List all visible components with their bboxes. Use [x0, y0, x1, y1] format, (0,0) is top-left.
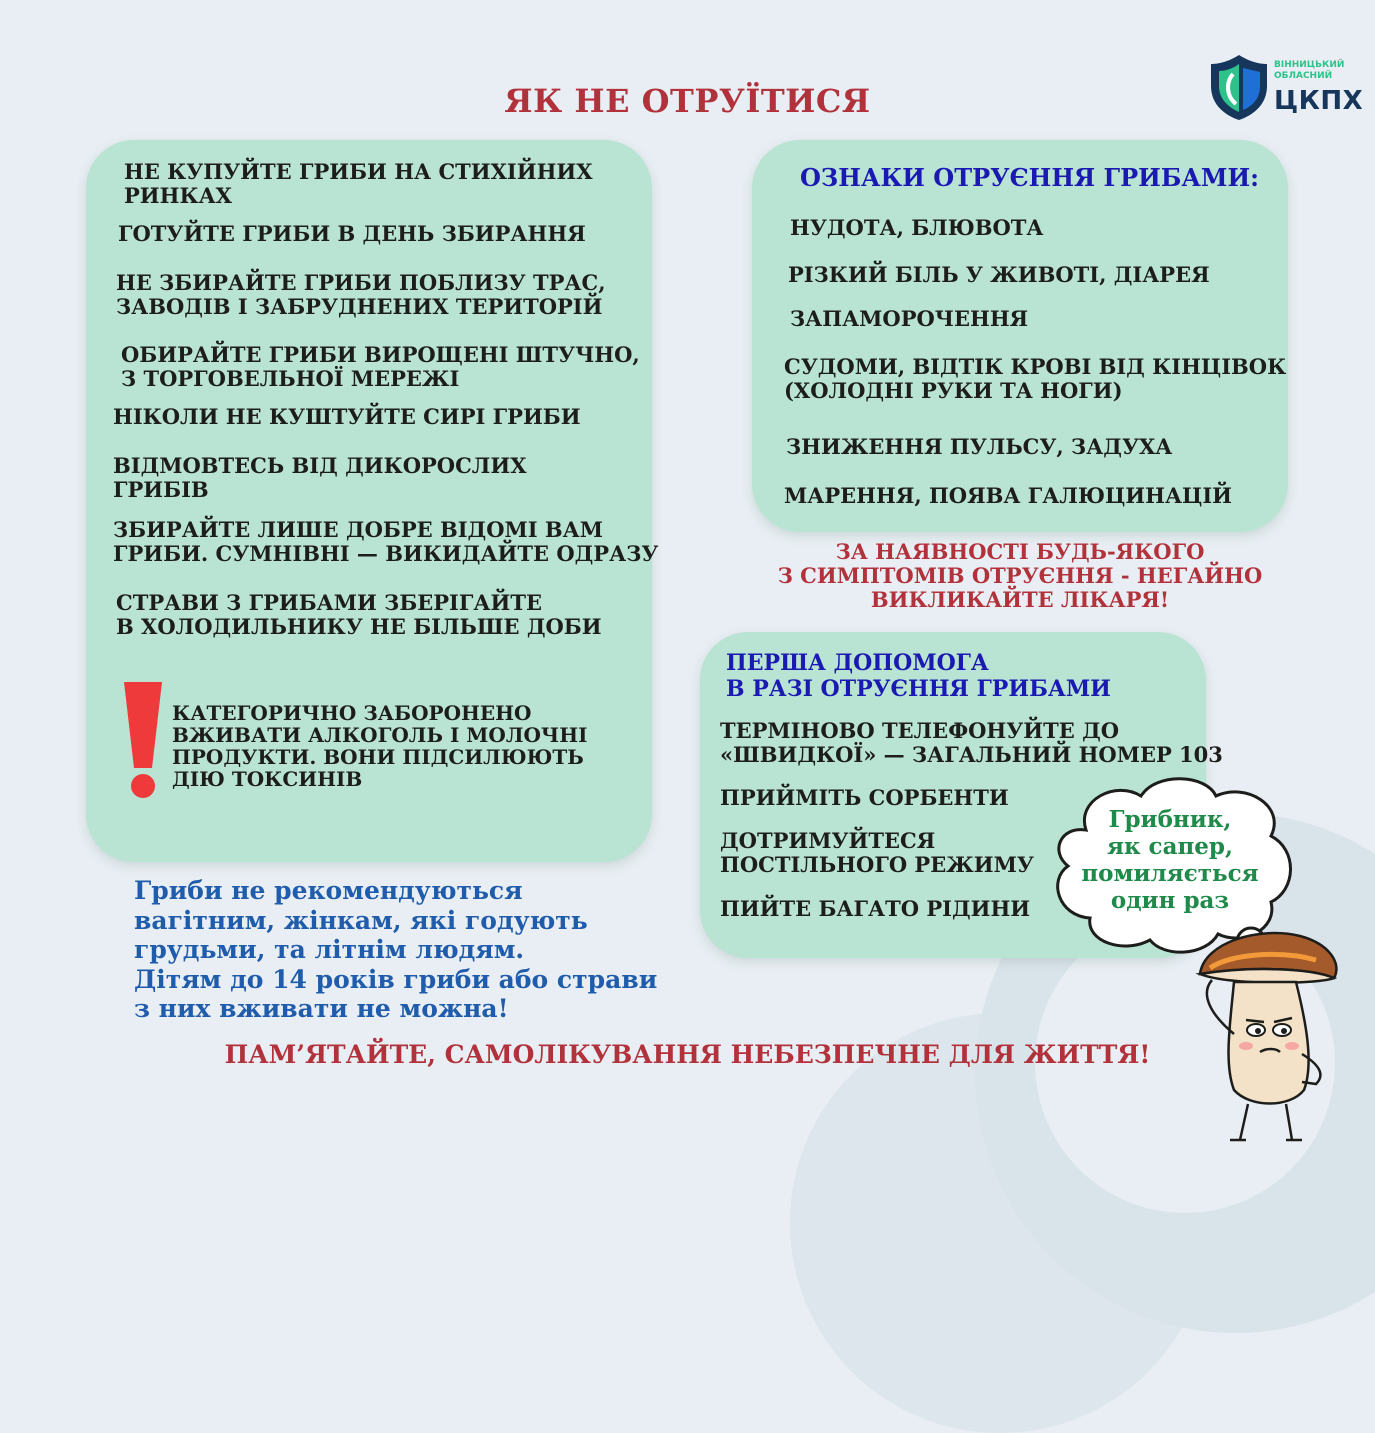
- shield-logo-icon: [1208, 52, 1270, 122]
- logo-line-2: ОБЛАСНИЙ: [1274, 71, 1333, 81]
- list-item: НЕ ЗБИРАЙТЕ ГРИБИ ПОБЛИЗУ ТРАС, ЗАВОДІВ І ЗАБРУДНЕНИХ ТЕРИТОРІЙ: [116, 270, 606, 319]
- symptom-item: ЗНИЖЕННЯ ПУЛЬСУ, ЗАДУХА: [786, 434, 1173, 459]
- first-aid-item: ДОТРИМУЙТЕСЯ ПОСТІЛЬНОГО РЕЖИМУ: [720, 828, 1034, 877]
- symptom-item: МАРЕННЯ, ПОЯВА ГАЛЮЦИНАЦІЙ: [784, 483, 1233, 508]
- list-item: ЗБИРАЙТЕ ЛИШЕ ДОБРЕ ВІДОМІ ВАМ ГРИБИ. СУМНІВНІ — ВИКИДАЙТЕ ОДРАЗУ: [113, 517, 659, 566]
- list-item: СТРАВИ З ГРИБАМИ ЗБЕРІГАЙТЕ В ХОЛОДИЛЬНИКУ НЕ БІЛЬШЕ ДОБИ: [116, 590, 602, 639]
- list-item: ОБИРАЙТЕ ГРИБИ ВИРОЩЕНІ ШТУЧНО, З ТОРГОВЕЛЬНОЇ МЕРЕЖІ: [121, 342, 640, 391]
- risk-groups-note: Гриби не рекомендуються вагітним, жінкам, які годують грудьми, та літнім людям. Дітям до 14 років гриби або страви з них вживати не можна!: [134, 876, 658, 1023]
- footer-warning: ПАМ’ЯТАЙТЕ, САМОЛІКУВАННЯ НЕБЕЗПЕЧНЕ ДЛЯ ЖИТТЯ!: [224, 1040, 1151, 1069]
- mushroom-mascot-icon: [1190, 924, 1340, 1146]
- first-aid-item: ПРИЙМІТЬ СОРБЕНТИ: [720, 785, 1009, 810]
- list-item: ВІДМОВТЕСЬ ВІД ДИКОРОСЛИХ ГРИБІВ: [113, 453, 527, 502]
- page-title: ЯК НЕ ОТРУЇТИСЯ: [504, 82, 871, 120]
- symptoms-panel: [752, 140, 1288, 532]
- logo-line-1: ВІННИЦЬКИЙ: [1274, 60, 1345, 70]
- logo-subtitle: [1274, 60, 1344, 82]
- first-aid-heading: ПЕРША ДОПОМОГА В РАЗІ ОТРУЄННЯ ГРИБАМИ: [726, 650, 1111, 702]
- logo: [1208, 52, 1364, 122]
- symptoms-heading: ОЗНАКИ ОТРУЄННЯ ГРИБАМИ:: [800, 163, 1259, 192]
- symptom-item: РІЗКИЙ БІЛЬ У ЖИВОТІ, ДІАРЕЯ: [788, 262, 1210, 287]
- symptom-item: СУДОМИ, ВІДТІК КРОВІ ВІД КІНЦІВОК (ХОЛОДНІ РУКИ ТА НОГИ): [784, 354, 1287, 403]
- symptom-item: ЗАПАМОРОЧЕННЯ: [790, 306, 1029, 331]
- list-item: НІКОЛИ НЕ КУШТУЙТЕ СИРІ ГРИБИ: [113, 404, 581, 429]
- speech-bubble-text: Грибник, як сапер, помиляється один раз: [1081, 806, 1259, 914]
- list-item: НЕ КУПУЙТЕ ГРИБИ НА СТИХІЙНИХ РИНКАХ: [124, 159, 593, 208]
- exclamation-icon: [120, 680, 166, 800]
- first-aid-item: ПИЙТЕ БАГАТО РІДИНИ: [720, 896, 1031, 921]
- first-aid-item: ТЕРМІНОВО ТЕЛЕФОНУЙТЕ ДО «ШВИДКОЇ» — ЗАГАЛЬНИЙ НОМЕР 103: [720, 718, 1223, 767]
- logo-name: ЦКПХ: [1274, 86, 1364, 116]
- call-doctor-warning: ЗА НАЯВНОСТІ БУДЬ-ЯКОГО З СИМПТОМІВ ОТРУЄННЯ - НЕГАЙНО ВИКЛИКАЙТЕ ЛІКАРЯ!: [777, 539, 1263, 612]
- list-item: ГОТУЙТЕ ГРИБИ В ДЕНЬ ЗБИРАННЯ: [118, 221, 586, 246]
- alcohol-warning: КАТЕГОРИЧНО ЗАБОРОНЕНО ВЖИВАТИ АЛКОГОЛЬ І МОЛОЧНІ ПРОДУКТИ. ВОНИ ПІДСИЛЮЮТЬ ДІЮ ТОКСИНІВ: [172, 701, 588, 791]
- symptom-item: НУДОТА, БЛЮВОТА: [790, 215, 1044, 240]
